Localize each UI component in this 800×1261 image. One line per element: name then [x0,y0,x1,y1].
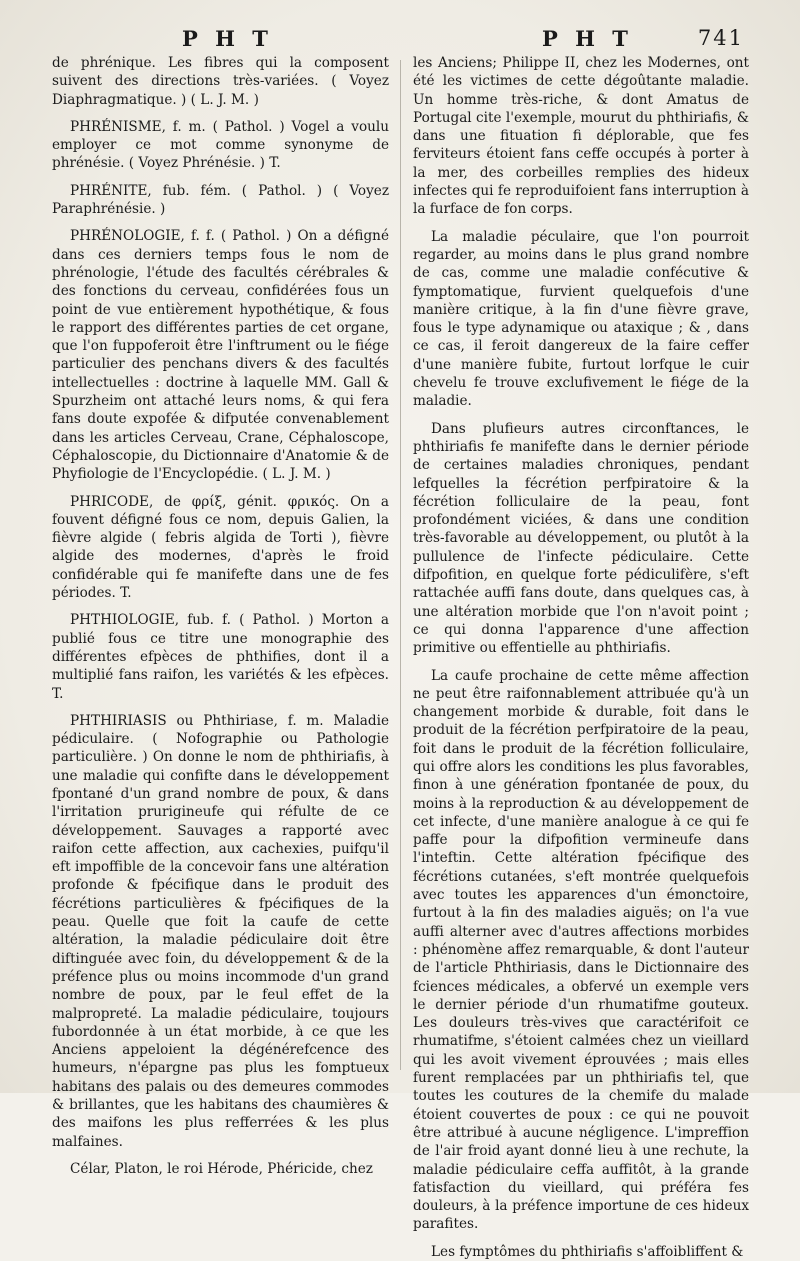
left-column [52,54,389,1178]
paragraph: Dans plufieurs autres circonftances, le phthiriafis fe manifefte dans le dernier période de certaines maladies chroniques, pendant lefquelles la fécrétion perfpiratoire & la fécrétion folliculaire de la peau, font profondément viciées, & dans une condition très-favorable au développement, ou plutôt à la pullulence de l'infecte pédiculaire. Cette difpofition, en quelque forte pédiculifère, s'eft rattachée auffi fans doute, dans quelques cas, à une altération morbide que l'on n'avoit point ; ce qui donna l'apparence d'une affection primitive ou effentielle au phthiriafis. [413,420,749,657]
page-number: 741 [697,26,744,50]
page-header [52,26,744,54]
entry-phthiriasis: PHTHIRIASIS ou Phthiriase, f. m. Maladie pédiculaire. ( Nofographie ou Pathologie particulière. ) On donne le nom de phthiriafis, à une maladie qui confifte dans le développement fpontané d'un grand nombre de poux, & dans l'irritation prurigineufe qui réfulte de ce développement. Sauvages a rapporté avec raifon cette affection, aux cachexies, puifqu'il eft impoffible de la concevoir fans une altération profonde & fpécifique dans le produit des fécrétions particulières & fpécifiques de la peau. Quelle que foit la caufe de cette altération, la maladie pédiculaire doit être diftinguée avec foin, du développement & de la préfence plus ou moins incommode d'un grand nombre de poux, par le feul effet de la malpropreté. La maladie pédiculaire, toujours fubordonnée à un état morbide, à ce que les Anciens appeloient la dégénérefcence des humeurs, n'épargne pas plus les fomptueux habitans des palais ou des demeures commodes & brillantes, que les habitans des chaumières & des maifons les plus refferrées & les plus malfaines. [52,712,389,1150]
paragraph: Les fymptômes du phthiriafis s'affoibliffent & [431,1243,744,1260]
running-head-left: P H T [182,26,273,51]
paragraph: La caufe prochaine de cette même affection ne peut être raifonnablement attribuée qu'à un changement morbide & durable, foit dans le produit de la fécrétion perfpiratoire de la peau, foit dans le produit de la fécrétion folliculaire, qui offre alors les conditions les plus favorables, finon à une génération fpontanée de poux, du moins à la reproduction & au développement de cet infecte, d'une manière analogue à ce qui fe paffe pour la difpofition vermineufe dans l'inteftin. Cette altération fpécifique des fécrétions cutanées, s'eft montrée quelquefois avec toutes les apparences d'un émonctoire, furtout à la fin des maladies aiguës; on l'a vue auffi alterner avec d'autres affections morbides : phénomène affez remarquable, & dont l'auteur de l'article Phthiriasis, dans le Dictionnaire des fciences médicales, a obfervé un exemple vers le dernier période d'un rhumatifme gouteux. Les douleurs très-vives que caractérifoit ce rhumatifme, s'étoient calmées chez un vieillard qui les avoit vivement éprouvées ; mais elles furent remplacées par un phthiriafis tel, que toutes les coutures de la chemife du malade étoient couvertes de poux : ce qui ne pouvoit être attribué à aucune négligence. L'impreffion de l'air froid ayant donné lieu à une rechute, la maladie pédiculaire ceffa auffitôt, à la grande fatisfaction du vieillard, qui préféra fes douleurs, à la préfence importune de ces hideux parafites. [413,667,749,1233]
paragraph: Célar, Platon, le roi Hérode, Phéricide, chez [70,1160,373,1177]
entry-phrenisme: PHRÉNISME, f. m. ( Pathol. ) Vogel a voulu employer ce mot comme synonyme de phrénésie. ( Voyez Phrénésie. ) T. [52,118,389,172]
paragraph: La maladie péculaire, que l'on pourroit regarder, au moins dans le plus grand nombre de cas, comme une maladie confécutive & fymptomatique, furvient quelquefois d'une manière critique, à la fin d'une fièvre grave, fous le type adynamique ou ataxique ; & , dans ce cas, il feroit dangereux de la faire ceffer d'une manière fubite, furtout lorfque le cuir chevelu fe trouve exclufivement le fiége de la maladie. [413,228,749,410]
column-divider [400,60,401,1070]
right-column [413,54,749,1261]
paragraph: de phrénique. Les fibres qui la composent suivent des directions très-variées. ( Voyez Diaphragmatique. ) ( L. J. M. ) [52,55,389,108]
running-head-right: P H T [542,26,633,51]
entry-phthiologie: PHTHIOLOGIE, fub. f. ( Pathol. ) Morton a publié fous ce titre une monographie des différentes efpèces de phthifies, dont il a multiplié fans raifon, les variétés & les efpèces. T. [52,612,389,702]
entry-phricode: PHRICODE, de φρίξ, génit. φρικός. On a fouvent défigné fous ce nom, depuis Galien, la fièvre algide ( febris algida de Torti ), fièvre algide des modernes, d'après le froid confidérable qui fe manifefte dans une de fes périodes. T. [52,493,389,602]
entry-phrenite: PHRÉNITE, fub. fém. ( Pathol. ) ( Voyez Paraphrénésie. ) [52,182,389,218]
entry-phrenologie: PHRÉNOLOGIE, f. f. ( Pathol. ) On a défigné dans ces derniers temps fous le nom de phrénologie, l'étude des facultés cérébrales & des fonctions du cerveau, confidérées fous un point de vue entièrement hypothétique, & fous le rapport des différentes parties de cet organe, que l'on fuppoferoit être l'inftrument ou le fiége particulier des penchans divers & des facultés intellectuelles : doctrine à laquelle MM. Gall & Spurzheim ont attaché leurs noms, & qui fera fans doute expofée & difputée convenablement dans les articles Cerveau, Crane, Céphaloscope, Céphaloscopie, du Dictionnaire d'Anatomie & de Phyfiologie de l'Encyclopédie. ( L. J. M. ) [52,228,389,483]
paragraph: les Anciens; Philippe II, chez les Modernes, ont été les victimes de cette dégoûtante maladie. Un homme très-riche, & dont Amatus de Portugal cite l'exemple, mourut du phthiriafis, & dans une fituation fi déplorable, que fes ferviteurs étoient fans ceffe occupés à porter à la mer, des corbeilles remplies des hideux infectes qui fe reproduifoient fans interruption à la furface de fon corps. [413,55,749,218]
